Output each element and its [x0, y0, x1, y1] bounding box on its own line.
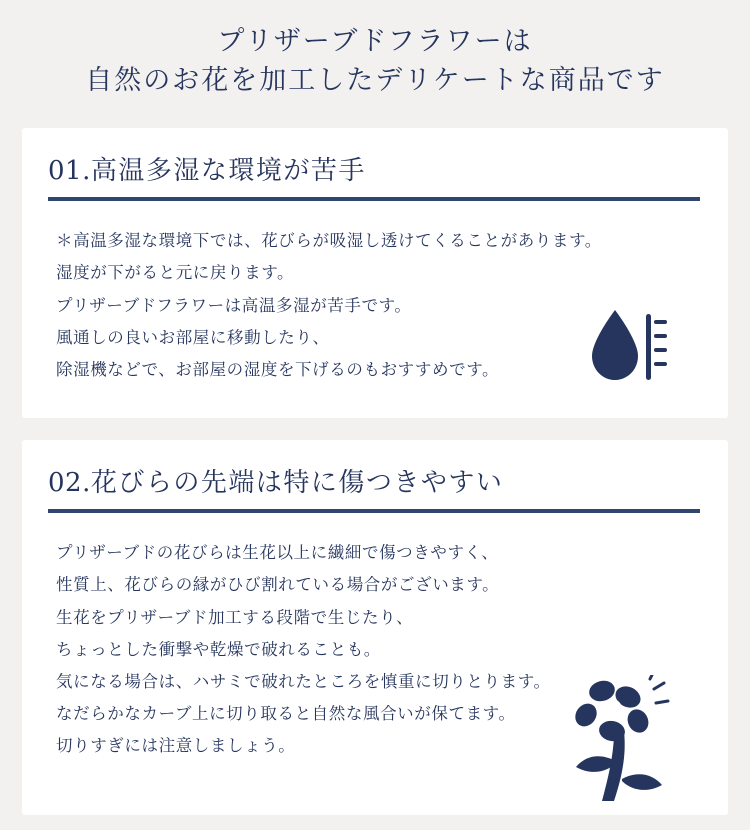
- page-title-line-2: 自然のお花を加工したデリケートな商品です: [85, 65, 665, 97]
- body-line: 性質上、花びらの縁がひび割れている場合がございます。: [56, 575, 500, 595]
- section-title-01: 高温多湿な環境が苦手: [90, 156, 366, 187]
- section-card-02: [22, 440, 728, 815]
- body-line: 湿度が下がると元に戻ります。: [56, 263, 295, 283]
- section-title-02: 花びらの先端は特に傷つきやすい: [90, 468, 504, 499]
- section-number-01: 01.: [48, 156, 91, 187]
- section-heading-01: [22, 128, 728, 197]
- body-line: 風通しの良いお部屋に移動したり、: [56, 327, 330, 347]
- body-line: プリザーブドの花びらは生花以上に繊細で傷つきやすく、: [56, 543, 499, 563]
- page-title-line-1: プリザーブドフラワーは: [217, 26, 533, 57]
- body-line: なだらかなカーブ上に切り取ると自然な風合いが保てます。: [56, 704, 516, 724]
- body-line: ちょっとした衝撃や乾燥で破れることも。: [56, 639, 381, 659]
- section-body-02: [22, 513, 728, 762]
- body-line: プリザーブドフラワーは高温多湿が苦手です。: [56, 295, 412, 315]
- body-line: 除湿機などで、お部屋の湿度を下げるのもおすすめです。: [56, 359, 500, 379]
- body-line: ＊高温多湿な環境下では、花びらが吸湿し透けてくることがあります。: [56, 231, 602, 251]
- page-title: [0, 0, 750, 100]
- section-body-01: [22, 201, 728, 386]
- section-card-01: [22, 128, 728, 418]
- body-line: 切りすぎには注意しましょう。: [56, 736, 296, 756]
- section-heading-02: [22, 440, 728, 509]
- body-line: 生花をプリザーブド加工する段階で生じたり、: [56, 607, 414, 627]
- body-line: 気になる場合は、ハサミで破れたところを慎重に切りとります。: [56, 671, 551, 691]
- section-number-02: 02.: [48, 468, 91, 499]
